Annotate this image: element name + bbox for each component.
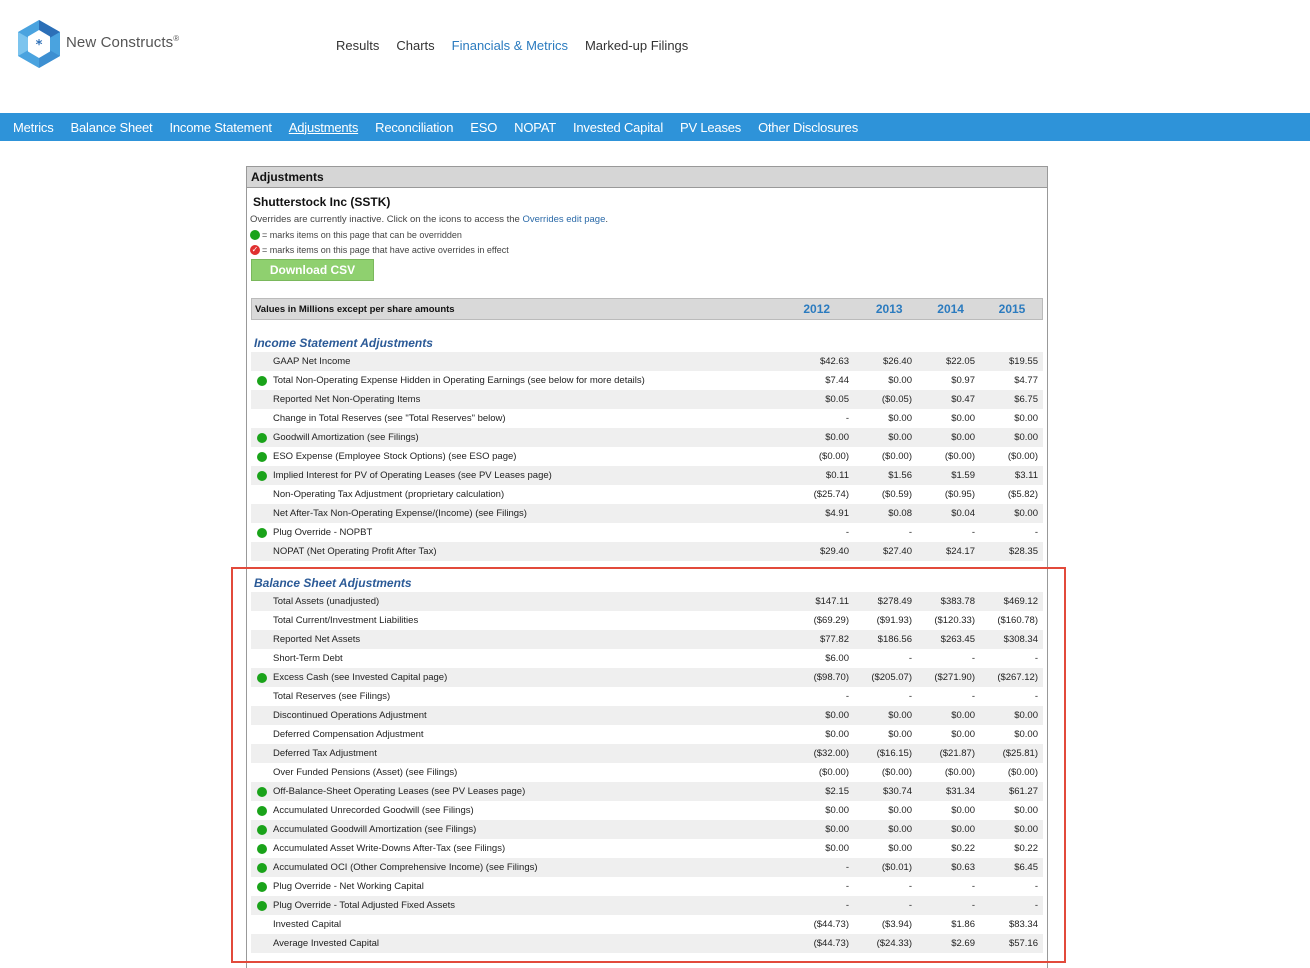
row-value: $0.00 xyxy=(825,729,849,740)
table-header xyxy=(251,298,1043,320)
row-value: ($120.33) xyxy=(934,615,975,626)
row-value: $6.45 xyxy=(1014,862,1038,873)
row-value: ($0.59) xyxy=(881,489,912,500)
row-label: Accumulated Unrecorded Goodwill (see Filings) xyxy=(273,805,474,816)
row-value: $0.00 xyxy=(1014,508,1038,519)
row-value: $0.00 xyxy=(1014,413,1038,424)
row-value: $29.40 xyxy=(819,546,849,557)
row-value: ($160.78) xyxy=(997,615,1038,626)
subnav-eso[interactable]: ESO xyxy=(470,119,498,135)
row-value: $0.00 xyxy=(951,824,975,835)
overrides-note-text: Overrides are currently inactive. Click on the icons to access the xyxy=(250,214,523,225)
row-value: - xyxy=(971,527,975,538)
row-value: - xyxy=(1034,527,1038,538)
row-value: ($21.87) xyxy=(939,748,975,759)
override-dot-icon[interactable] xyxy=(257,844,267,854)
table-row xyxy=(251,820,1043,839)
override-dot-icon[interactable] xyxy=(257,471,267,481)
topnav-results[interactable]: Results xyxy=(336,38,380,53)
table-row xyxy=(251,447,1043,466)
row-label: Reported Net Assets xyxy=(273,634,361,645)
table-row xyxy=(251,915,1043,934)
row-value: ($25.81) xyxy=(1002,748,1038,759)
row-label: Excess Cash (see Invested Capital page) xyxy=(273,672,448,683)
row-value: ($0.00) xyxy=(818,451,849,462)
row-value: $383.78 xyxy=(940,596,975,607)
row-value: $0.00 xyxy=(888,375,912,386)
row-value: $1.56 xyxy=(888,470,912,481)
table-row xyxy=(251,611,1043,630)
row-value: $2.69 xyxy=(951,938,975,949)
row-icon-cell xyxy=(251,673,273,683)
table-row xyxy=(251,523,1043,542)
row-label: Total Non-Operating Expense Hidden in Operating Earnings (see below for more details) xyxy=(273,375,645,386)
logo-hexagon-icon xyxy=(16,18,62,70)
row-value: $0.00 xyxy=(951,805,975,816)
table-row xyxy=(251,839,1043,858)
table-row xyxy=(251,485,1043,504)
red-check-icon: ✓ xyxy=(251,245,259,254)
legend-overridable-text: = marks items on this page that can be overridden xyxy=(262,230,462,240)
topnav-charts[interactable]: Charts xyxy=(396,38,435,53)
row-value: $42.63 xyxy=(819,356,849,367)
row-value: $83.34 xyxy=(1008,919,1038,930)
row-label: Total Current/Investment Liabilities xyxy=(273,615,419,626)
row-value: ($0.00) xyxy=(818,767,849,778)
override-dot-icon[interactable] xyxy=(257,901,267,911)
override-dot-icon[interactable] xyxy=(257,806,267,816)
table-row xyxy=(251,801,1043,820)
table-row xyxy=(251,504,1043,523)
row-value: ($98.70) xyxy=(813,672,849,683)
row-value: $0.00 xyxy=(1014,710,1038,721)
subnav-pv-leases[interactable]: PV Leases xyxy=(680,119,742,135)
row-value: - xyxy=(845,527,849,538)
row-icon-cell xyxy=(251,787,273,797)
table-row xyxy=(251,592,1043,611)
table-body xyxy=(251,336,1043,953)
row-value: ($5.82) xyxy=(1007,489,1038,500)
row-label: Accumulated Asset Write-Downs After-Tax (see Filings) xyxy=(273,843,506,854)
row-value: $4.91 xyxy=(825,508,849,519)
row-value: $186.56 xyxy=(877,634,912,645)
row-value: ($0.00) xyxy=(944,451,975,462)
row-label: GAAP Net Income xyxy=(273,356,351,367)
row-value: - xyxy=(971,691,975,702)
row-value: $0.00 xyxy=(888,824,912,835)
row-value: $0.22 xyxy=(951,843,975,854)
row-value: - xyxy=(908,653,912,664)
row-label: Implied Interest for PV of Operating Leases (see PV Leases page) xyxy=(273,470,552,481)
year-header: 2012 xyxy=(803,302,831,316)
row-value: $57.16 xyxy=(1008,938,1038,949)
row-icon-cell xyxy=(251,825,273,835)
row-value: $0.00 xyxy=(1014,729,1038,740)
row-value: - xyxy=(1034,881,1038,892)
row-value: - xyxy=(845,862,849,873)
green-dot-icon xyxy=(250,230,260,240)
table-row xyxy=(251,409,1043,428)
row-value: $7.44 xyxy=(825,375,849,386)
row-value: $4.77 xyxy=(1014,375,1038,386)
override-dot-icon[interactable] xyxy=(257,528,267,538)
row-icon-cell xyxy=(251,433,273,443)
row-label: Plug Override - Net Working Capital xyxy=(273,881,424,892)
row-icon-cell xyxy=(251,528,273,538)
legend-active-overrides xyxy=(250,245,1047,255)
row-value: $0.00 xyxy=(951,729,975,740)
override-dot-icon[interactable] xyxy=(257,673,267,683)
row-value: - xyxy=(971,900,975,911)
subnav-invested-capital[interactable]: Invested Capital xyxy=(572,119,664,135)
row-value: ($0.05) xyxy=(881,394,912,405)
row-value: - xyxy=(845,413,849,424)
row-value: $2.15 xyxy=(825,786,849,797)
row-label: Short-Term Debt xyxy=(273,653,343,664)
row-value: $0.08 xyxy=(888,508,912,519)
row-value: $0.22 xyxy=(1014,843,1038,854)
table-row xyxy=(251,706,1043,725)
override-dot-icon[interactable] xyxy=(257,787,267,797)
row-value: ($25.74) xyxy=(813,489,849,500)
row-value: - xyxy=(1034,653,1038,664)
sub-navigation xyxy=(0,113,1310,141)
overrides-edit-link[interactable]: Overrides edit page xyxy=(522,214,606,225)
row-value: $28.35 xyxy=(1008,546,1038,557)
subnav-reconciliation[interactable]: Reconciliation xyxy=(375,119,454,135)
topnav-financials-metrics[interactable]: Financials & Metrics xyxy=(451,38,568,53)
row-value: ($0.01) xyxy=(881,862,912,873)
row-value: $30.74 xyxy=(882,786,912,797)
table-row xyxy=(251,466,1043,485)
row-value: $0.00 xyxy=(888,710,912,721)
table-row xyxy=(251,542,1043,561)
row-value: $26.40 xyxy=(882,356,912,367)
row-value: ($16.15) xyxy=(876,748,912,759)
row-value: $0.00 xyxy=(888,729,912,740)
row-value: $6.00 xyxy=(825,653,849,664)
row-label: NOPAT (Net Operating Profit After Tax) xyxy=(273,546,437,557)
top-navigation xyxy=(336,38,705,53)
row-label: ESO Expense (Employee Stock Options) (see ESO page) xyxy=(273,451,517,462)
table-row xyxy=(251,428,1043,447)
row-value: $0.00 xyxy=(825,824,849,835)
row-icon-cell xyxy=(251,376,273,386)
row-value: ($205.07) xyxy=(871,672,912,683)
legend-active-text: = marks items on this page that have active overrides in effect xyxy=(262,245,509,255)
row-value: $0.00 xyxy=(1014,805,1038,816)
subnav-balance-sheet[interactable]: Balance Sheet xyxy=(70,119,153,135)
year-header: 2015 xyxy=(998,302,1026,316)
row-label: Deferred Tax Adjustment xyxy=(273,748,377,759)
row-value: $0.97 xyxy=(951,375,975,386)
row-label: Average Invested Capital xyxy=(273,938,379,949)
subnav-adjustments[interactable]: Adjustments xyxy=(288,119,359,135)
row-value: ($91.93) xyxy=(876,615,912,626)
overrides-note-suffix: . xyxy=(605,214,609,225)
table-row xyxy=(251,858,1043,877)
row-value: - xyxy=(1034,900,1038,911)
table-row xyxy=(251,371,1043,390)
row-icon-cell xyxy=(251,882,273,892)
table-row xyxy=(251,352,1043,371)
row-value: $0.00 xyxy=(825,432,849,443)
adjustments-table xyxy=(251,298,1043,953)
row-value: $1.86 xyxy=(951,919,975,930)
row-label: Reported Net Non-Operating Items xyxy=(273,394,421,405)
brand-name: New Constructs® xyxy=(66,33,180,51)
row-value: $263.45 xyxy=(940,634,975,645)
row-icon-cell xyxy=(251,844,273,854)
row-icon-cell xyxy=(251,901,273,911)
topnav-marked-up-filings[interactable]: Marked-up Filings xyxy=(584,38,689,53)
row-value: $0.00 xyxy=(1014,432,1038,443)
subnav-metrics[interactable]: Metrics xyxy=(13,119,54,135)
override-dot-icon[interactable] xyxy=(257,882,267,892)
row-value: - xyxy=(845,881,849,892)
row-label: Total Reserves (see Filings) xyxy=(273,691,391,702)
row-value: $19.55 xyxy=(1008,356,1038,367)
row-value: - xyxy=(971,653,975,664)
table-row xyxy=(251,649,1043,668)
row-value: ($69.29) xyxy=(813,615,849,626)
adjustments-panel xyxy=(246,166,1048,968)
row-icon-cell xyxy=(251,452,273,462)
row-value: $6.75 xyxy=(1014,394,1038,405)
override-dot-icon[interactable] xyxy=(257,452,267,462)
table-row xyxy=(251,763,1043,782)
table-row xyxy=(251,934,1043,953)
row-value: ($0.00) xyxy=(881,451,912,462)
row-label: Over Funded Pensions (Asset) (see Filings) xyxy=(273,767,458,778)
panel-title: Adjustments xyxy=(247,167,1047,188)
row-value: ($0.00) xyxy=(944,767,975,778)
row-label: Discontinued Operations Adjustment xyxy=(273,710,427,721)
row-value: $3.11 xyxy=(1014,470,1038,481)
row-value: ($0.00) xyxy=(881,767,912,778)
row-value: $0.00 xyxy=(951,710,975,721)
row-value: ($0.95) xyxy=(944,489,975,500)
override-dot-icon[interactable] xyxy=(257,433,267,443)
row-value: - xyxy=(845,900,849,911)
row-value: $0.00 xyxy=(825,843,849,854)
logo[interactable] xyxy=(16,18,179,70)
row-value: - xyxy=(908,881,912,892)
header xyxy=(0,0,1310,112)
row-value: $0.00 xyxy=(825,805,849,816)
units-label: Values in Millions except per share amounts xyxy=(255,303,455,315)
row-value: $0.04 xyxy=(951,508,975,519)
row-label: Accumulated OCI (Other Comprehensive Income) (see Filings) xyxy=(273,862,538,873)
row-value: $0.00 xyxy=(888,805,912,816)
override-dot-icon[interactable] xyxy=(257,376,267,386)
section-title: Balance Sheet Adjustments xyxy=(254,576,412,590)
row-value: $0.00 xyxy=(888,413,912,424)
row-value: - xyxy=(845,691,849,702)
row-value: - xyxy=(908,691,912,702)
table-row xyxy=(251,668,1043,687)
row-value: ($3.94) xyxy=(881,919,912,930)
table-row xyxy=(251,390,1043,409)
table-row xyxy=(251,725,1043,744)
row-value: $0.47 xyxy=(951,394,975,405)
row-value: $27.40 xyxy=(882,546,912,557)
table-row xyxy=(251,782,1043,801)
row-value: $24.17 xyxy=(945,546,975,557)
year-header: 2013 xyxy=(875,302,903,316)
row-value: $0.00 xyxy=(951,432,975,443)
row-label: Plug Override - Total Adjusted Fixed Assets xyxy=(273,900,455,911)
row-label: Net After-Tax Non-Operating Expense/(Income) (see Filings) xyxy=(273,508,527,519)
row-value: $0.00 xyxy=(1014,824,1038,835)
row-value: $0.63 xyxy=(951,862,975,873)
overrides-note xyxy=(250,214,1047,225)
row-value: ($0.00) xyxy=(1007,767,1038,778)
row-value: $0.05 xyxy=(825,394,849,405)
row-label: Accumulated Goodwill Amortization (see Filings) xyxy=(273,824,477,835)
table-row xyxy=(251,744,1043,763)
company-name: Shutterstock Inc (SSTK) xyxy=(253,195,391,209)
table-row xyxy=(251,630,1043,649)
row-value: $0.00 xyxy=(825,710,849,721)
section-title: Income Statement Adjustments xyxy=(254,336,433,350)
row-value: $278.49 xyxy=(877,596,912,607)
row-value: $77.82 xyxy=(819,634,849,645)
year-header: 2014 xyxy=(937,302,964,316)
row-label: Non-Operating Tax Adjustment (proprietary calculation) xyxy=(273,489,505,500)
row-value: - xyxy=(1034,691,1038,702)
subnav-other-disclosures[interactable]: Other Disclosures xyxy=(758,119,859,135)
table-row xyxy=(251,687,1043,706)
row-value: - xyxy=(908,900,912,911)
row-value: $0.11 xyxy=(825,470,849,481)
subnav-income-statement[interactable]: Income Statement xyxy=(169,119,272,135)
row-icon-cell xyxy=(251,863,273,873)
row-value: ($32.00) xyxy=(813,748,849,759)
row-label: Change in Total Reserves (see "Total Reserves" below) xyxy=(273,413,506,424)
row-label: Plug Override - NOPBT xyxy=(273,527,373,538)
table-row xyxy=(251,896,1043,915)
row-value: $469.12 xyxy=(1003,596,1038,607)
table-row xyxy=(251,877,1043,896)
row-value: $308.34 xyxy=(1003,634,1038,645)
row-value: $22.05 xyxy=(945,356,975,367)
row-value: $147.11 xyxy=(815,596,849,607)
row-value: ($0.00) xyxy=(1007,451,1038,462)
svg-text:*: * xyxy=(35,38,43,53)
row-value: ($24.33) xyxy=(876,938,912,949)
row-label: Deferred Compensation Adjustment xyxy=(273,729,424,740)
row-icon-cell xyxy=(251,471,273,481)
row-value: $0.00 xyxy=(888,432,912,443)
row-label: Invested Capital xyxy=(273,919,342,930)
row-value: ($44.73) xyxy=(813,919,849,930)
subnav-nopat[interactable]: NOPAT xyxy=(514,119,556,135)
row-label: Total Assets (unadjusted) xyxy=(273,596,380,607)
row-value: - xyxy=(908,527,912,538)
row-value: ($271.90) xyxy=(934,672,975,683)
row-value: $31.34 xyxy=(945,786,975,797)
row-value: - xyxy=(971,881,975,892)
row-value: $61.27 xyxy=(1008,786,1038,797)
legend-overridable xyxy=(250,230,1047,240)
row-value: $0.00 xyxy=(888,843,912,854)
row-label: Goodwill Amortization (see Filings) xyxy=(273,432,419,443)
row-value: $1.59 xyxy=(951,470,975,481)
override-dot-icon[interactable] xyxy=(257,825,267,835)
row-label: Off-Balance-Sheet Operating Leases (see PV Leases page) xyxy=(273,786,526,797)
override-dot-icon[interactable] xyxy=(257,863,267,873)
row-value: ($267.12) xyxy=(997,672,1038,683)
download-csv-button[interactable]: Download CSV xyxy=(251,259,374,281)
row-icon-cell xyxy=(251,806,273,816)
row-value: ($44.73) xyxy=(813,938,849,949)
row-value: $0.00 xyxy=(951,413,975,424)
